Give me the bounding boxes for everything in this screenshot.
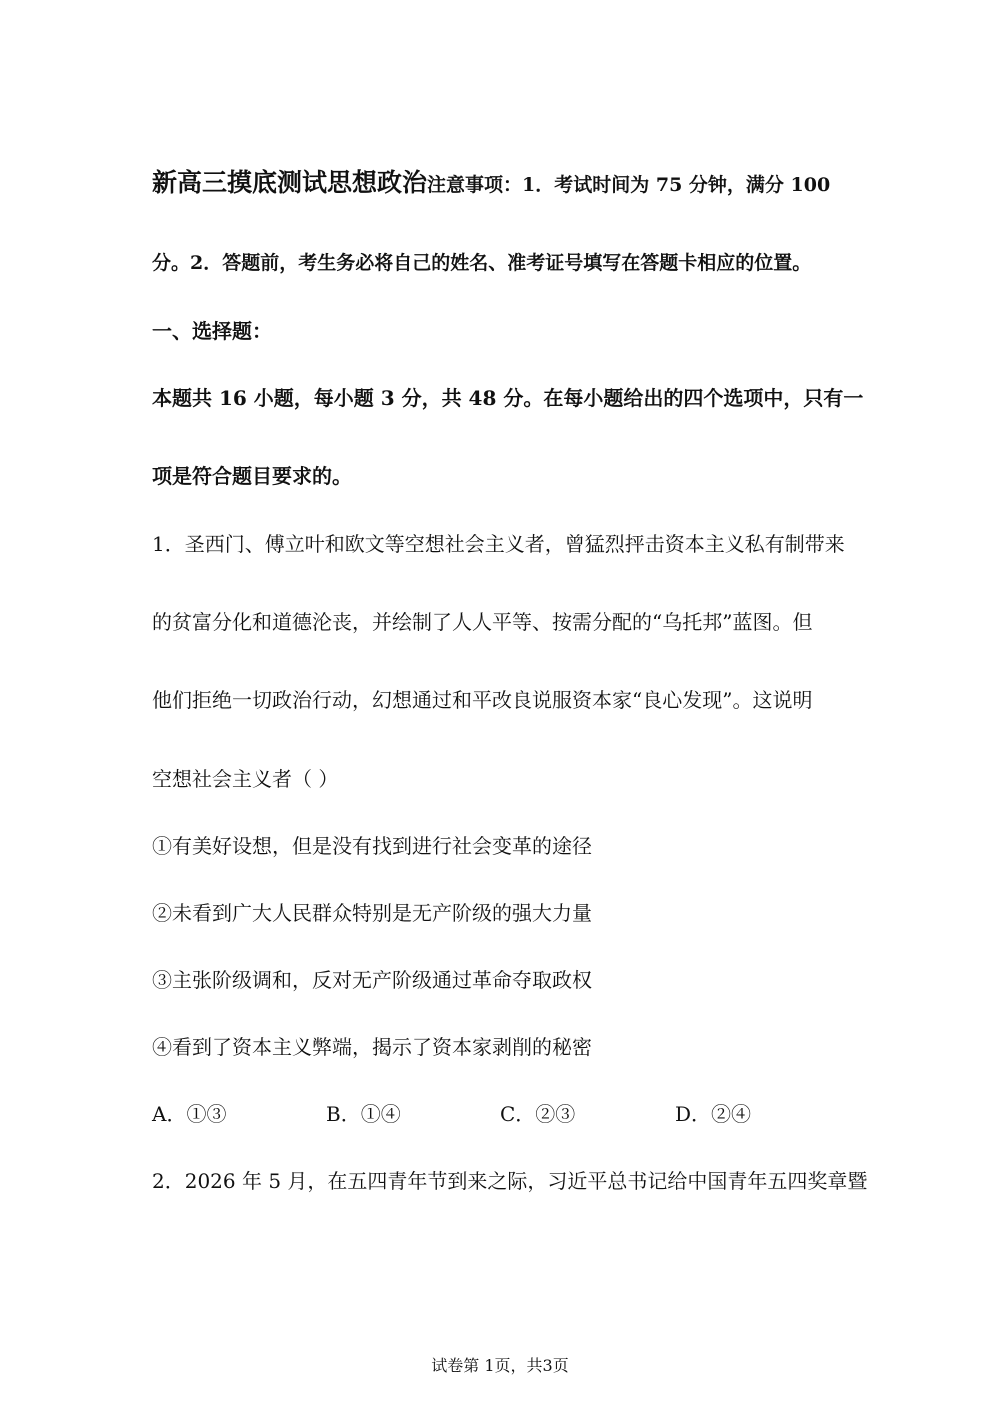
section-instruction-line-1: 本题共 16 小题，每小题 3 分，共 48 分。在每小题给出的四个选项中，只有一 <box>152 386 864 410</box>
question-1-stem-line: 空想社会主义者（ ） <box>152 767 339 791</box>
section-heading: 一、选择题： <box>152 319 272 343</box>
question-1-stem-line: 1．圣西门、傅立叶和欧文等空想社会主义者，曾猛烈抨击资本主义私有制带来 <box>152 532 845 556</box>
question-1-stem-line: 的贫富分化和道德沦丧，并绘制了人人平等、按需分配的“乌托邦”蓝图。但 <box>152 610 813 634</box>
question-1-statement: ②未看到广大人民群众特别是无产阶级的强大力量 <box>152 901 592 925</box>
question-2-stem-line: 2．2026 年 5 月，在五四青年节到来之际，习近平总书记给中国青年五四奖章暨 <box>152 1169 868 1193</box>
option-c: C．②③ <box>500 1102 576 1126</box>
option-b: B．①④ <box>326 1102 401 1126</box>
section-instruction-line-2: 项是符合题目要求的。 <box>152 464 352 488</box>
notice-text-line-1: 注意事项：1．考试时间为 75 分钟，满分 100 <box>427 174 831 196</box>
exam-title: 新高三摸底测试思想政治 <box>152 168 428 197</box>
question-1-stem-line: 他们拒绝一切政治行动，幻想通过和平改良说服资本家“良心发现”。这说明 <box>152 688 813 712</box>
question-1-statement: ①有美好设想，但是没有找到进行社会变革的途径 <box>152 834 592 858</box>
header-line-1 <box>152 170 850 198</box>
page-footer: 试卷第 1页，共3页 <box>431 1356 569 1375</box>
option-a: A．①③ <box>152 1102 227 1126</box>
question-1-statement: ④看到了资本主义弊端，揭示了资本家剥削的秘密 <box>152 1035 592 1059</box>
option-d: D．②④ <box>675 1102 752 1126</box>
question-1-statement: ③主张阶级调和，反对无产阶级通过革命夺取政权 <box>152 968 592 992</box>
notice-text-line-2: 分。2．答题前，考生务必将自己的姓名、准考证号填写在答题卡相应的位置。 <box>152 252 812 274</box>
